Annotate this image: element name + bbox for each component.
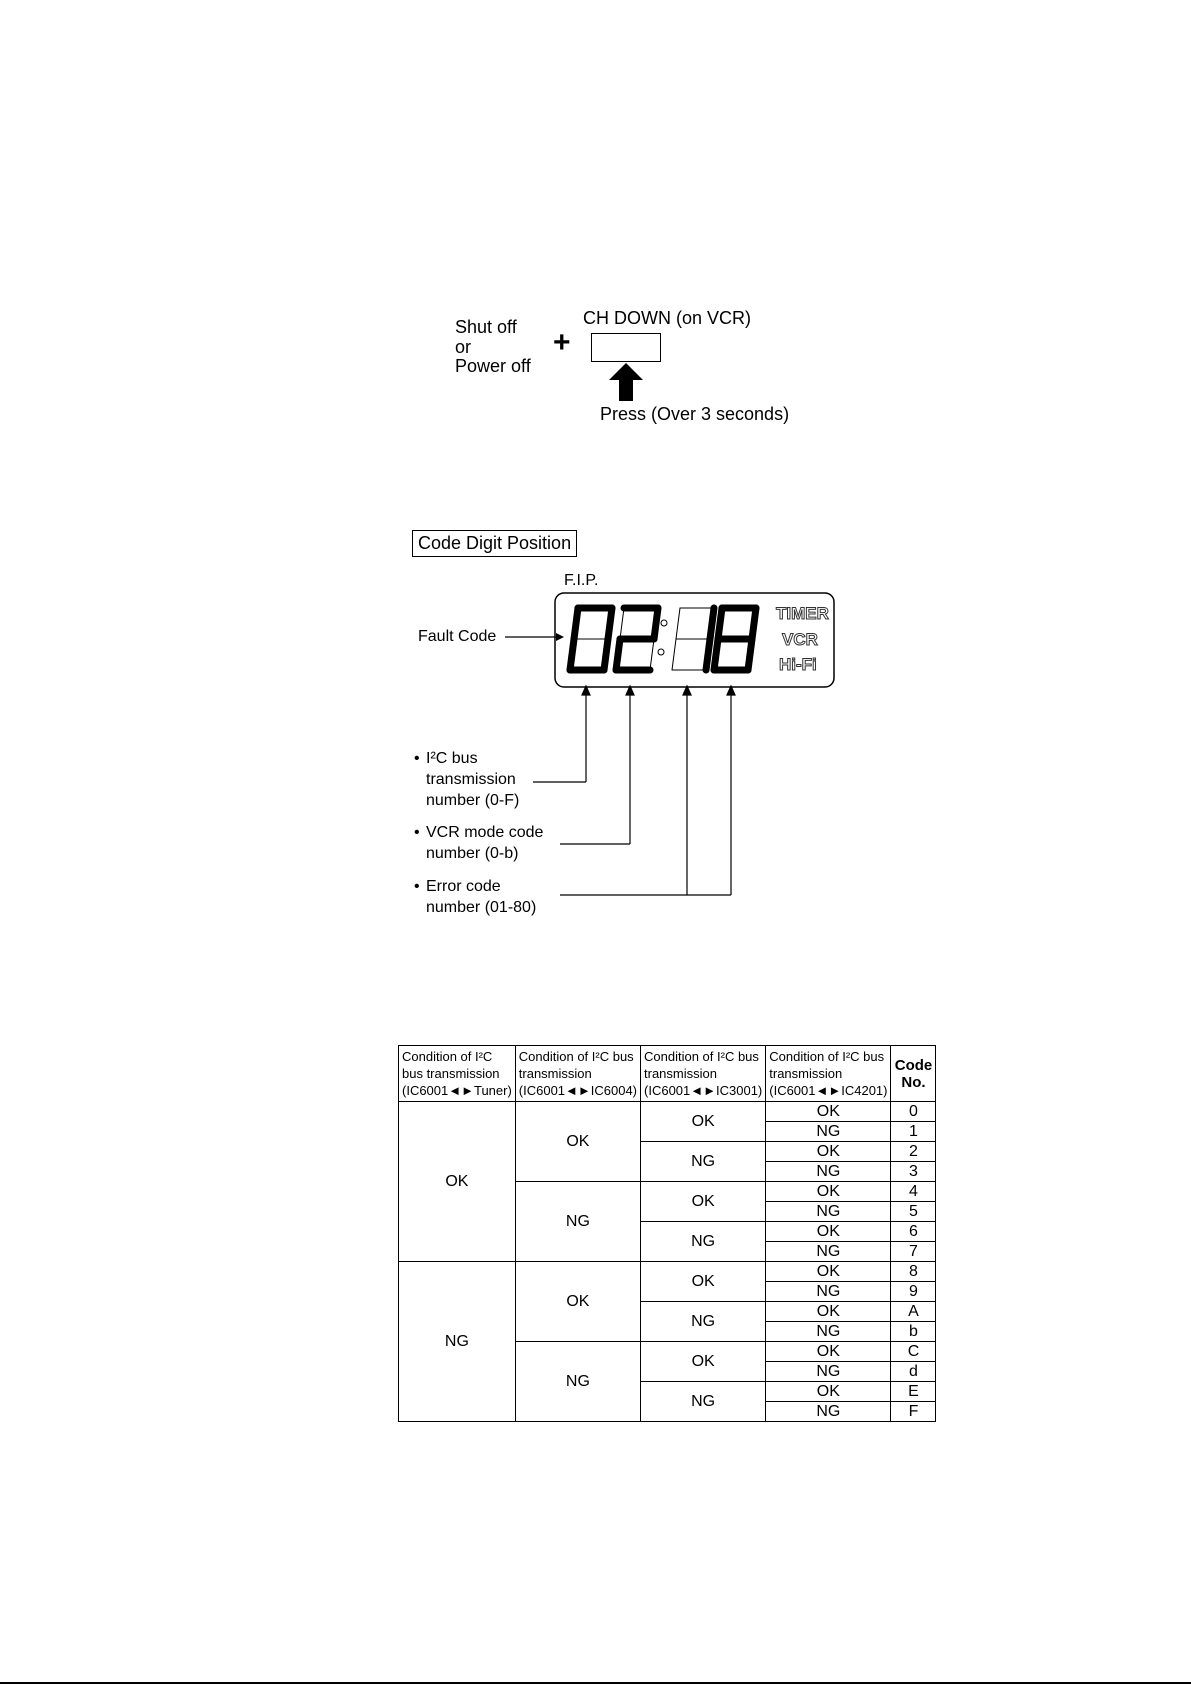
cell-ic4201: OK <box>766 1142 891 1162</box>
cell-ic4201: NG <box>766 1242 891 1262</box>
cell-code-no: 6 <box>891 1222 936 1242</box>
callout-i2c-line2: transmission <box>426 771 516 788</box>
cell-code-no: E <box>891 1382 936 1402</box>
header-ic3001: Condition of I²C bus transmission (IC6001◄►IC3001) <box>641 1046 766 1102</box>
cell-ic4201: OK <box>766 1302 891 1322</box>
cell-code-no: 9 <box>891 1282 936 1302</box>
cell-code-no: 3 <box>891 1162 936 1182</box>
cell-ic4201: OK <box>766 1222 891 1242</box>
cell-code-no: d <box>891 1362 936 1382</box>
cell-ic3001: NG <box>641 1302 766 1342</box>
cell-ic6004: OK <box>515 1102 640 1182</box>
callout-i2c-line1: I²C bus <box>426 750 478 767</box>
callout-error-line1: Error code <box>426 878 501 895</box>
cell-ic4201: NG <box>766 1282 891 1302</box>
header-tuner: Condition of I²C bus transmission (IC6001◄►Tuner) <box>399 1046 516 1102</box>
cell-ic3001: NG <box>641 1382 766 1422</box>
cell-code-no: b <box>891 1322 936 1342</box>
cell-code-no: 7 <box>891 1242 936 1262</box>
power-off-label: Power off <box>455 356 531 376</box>
or-label: or <box>455 337 472 357</box>
callout-bullet-2: • <box>414 824 420 841</box>
cell-ic4201: NG <box>766 1122 891 1142</box>
cell-ic3001: NG <box>641 1222 766 1262</box>
cell-ic6004: NG <box>515 1342 640 1422</box>
cell-code-no: F <box>891 1402 936 1422</box>
cell-code-no: 5 <box>891 1202 936 1222</box>
header-code-no: Code No. <box>891 1046 936 1102</box>
callout-i2c-line3: number (0-F) <box>426 792 520 809</box>
cell-ic4201: NG <box>766 1402 891 1422</box>
press-label: Press (Over 3 seconds) <box>600 404 790 424</box>
header-ic4201: Condition of I²C bus transmission (IC6001◄►IC4201) <box>766 1046 891 1102</box>
cell-ic3001: NG <box>641 1142 766 1182</box>
callout-vcr-line1: VCR mode code <box>426 824 544 841</box>
cell-ic4201: OK <box>766 1262 891 1282</box>
cell-code-no: 4 <box>891 1182 936 1202</box>
cell-code-no: A <box>891 1302 936 1322</box>
fault-code-label: Fault Code <box>418 628 497 645</box>
fip-label: F.I.P. <box>564 572 599 589</box>
callout-error-line2: number (01-80) <box>426 899 537 916</box>
cell-code-no: 1 <box>891 1122 936 1142</box>
code-table <box>398 1045 936 1422</box>
indicator-vcr: VCR <box>782 630 818 649</box>
cell-ic4201: NG <box>766 1322 891 1342</box>
table-row <box>399 1102 936 1122</box>
cell-code-no: C <box>891 1342 936 1362</box>
header-ic6004: Condition of I²C bus transmission (IC6001◄►IC6004) <box>515 1046 640 1102</box>
callout-bullet-3: • <box>414 878 420 895</box>
cell-ic4201: OK <box>766 1382 891 1402</box>
cell-code-no: 0 <box>891 1102 936 1122</box>
cell-code-no: 8 <box>891 1262 936 1282</box>
cell-ic6004: OK <box>515 1262 640 1342</box>
shut-off-label: Shut off <box>455 317 517 337</box>
cell-ic3001: OK <box>641 1262 766 1302</box>
cell-ic4201: OK <box>766 1182 891 1202</box>
cell-ic4201: NG <box>766 1202 891 1222</box>
cell-ic4201: NG <box>766 1162 891 1182</box>
plus-sign: + <box>553 326 571 359</box>
callout-vcr-line2: number (0-b) <box>426 845 519 862</box>
indicator-timer: TIMER <box>776 604 829 623</box>
code-digit-position-label: Code Digit Position <box>418 533 572 553</box>
cell-ic4201: OK <box>766 1342 891 1362</box>
cell-ic3001: OK <box>641 1102 766 1142</box>
ch-down-label: CH DOWN (on VCR) <box>583 308 752 328</box>
cell-code-no: 2 <box>891 1142 936 1162</box>
cell-ic3001: OK <box>641 1342 766 1382</box>
cell-ic4201: NG <box>766 1362 891 1382</box>
cell-ic6004: NG <box>515 1182 640 1262</box>
cell-tuner: OK <box>399 1102 516 1262</box>
table-row <box>399 1262 936 1282</box>
indicator-hifi: Hi-Fi <box>779 655 817 674</box>
callout-bullet-1: • <box>414 750 420 767</box>
cell-ic3001: OK <box>641 1182 766 1222</box>
cell-tuner: NG <box>399 1262 516 1422</box>
cell-ic4201: OK <box>766 1102 891 1122</box>
page-bottom-rule <box>0 1682 1191 1684</box>
